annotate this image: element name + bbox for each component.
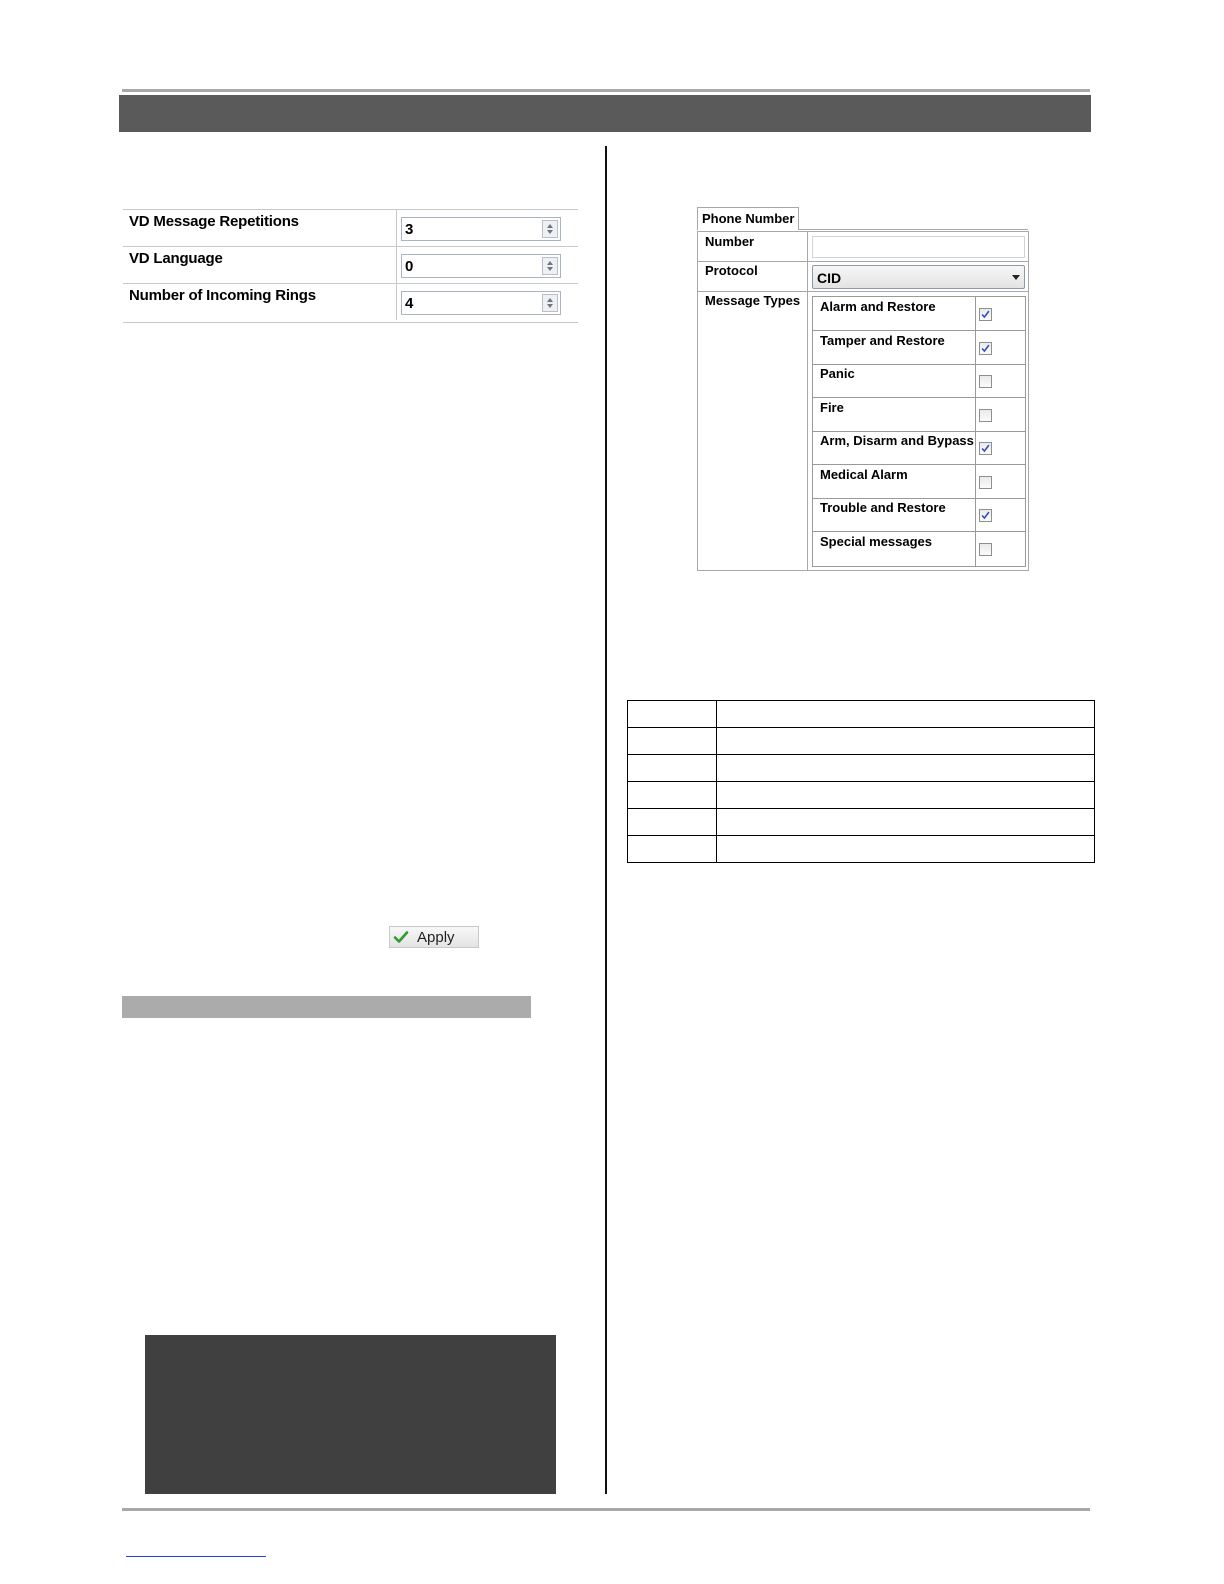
vd-row-language (123, 247, 578, 284)
table-cell (717, 701, 1095, 728)
check-icon (980, 343, 991, 354)
incoming-rings-label: Number of Incoming Rings (129, 287, 316, 304)
apply-button[interactable] (389, 926, 479, 948)
check-icon (980, 309, 991, 320)
table-row (628, 809, 1095, 836)
panel-column-divider (807, 231, 808, 571)
protocol-selected-value: CID (817, 270, 842, 286)
protocol-select[interactable] (812, 265, 1025, 289)
spin-up-icon[interactable] (547, 261, 553, 265)
spin-down-icon[interactable] (547, 267, 553, 271)
check-icon (393, 929, 409, 945)
apply-button-label: Apply (417, 929, 455, 946)
empty-table (627, 700, 1095, 863)
check-icon (980, 443, 991, 454)
message-type-label: Trouble and Restore (820, 500, 946, 515)
message-type-checkbox[interactable] (979, 509, 992, 522)
cell-divider (975, 331, 976, 365)
spinner-value: 3 (405, 221, 414, 238)
footer-link-underline[interactable] (126, 1556, 266, 1557)
column-divider (605, 146, 607, 1494)
cell-divider (975, 297, 976, 331)
protocol-label: Protocol (705, 263, 758, 278)
vd-settings-table (123, 209, 578, 323)
cell-divider (396, 284, 397, 320)
spin-up-icon[interactable] (547, 298, 553, 302)
spin-down-icon[interactable] (547, 230, 553, 234)
message-type-label: Fire (820, 399, 844, 415)
tab-phone-number[interactable] (697, 207, 799, 230)
message-type-checkbox[interactable] (979, 543, 992, 556)
message-type-label: Tamper and Restore (820, 332, 945, 348)
vd-row-incoming-rings (123, 284, 578, 320)
vd-repetitions-spinner[interactable] (401, 217, 561, 241)
check-icon (980, 510, 991, 521)
cell-divider (396, 247, 397, 283)
vd-row-repetitions (123, 210, 578, 247)
spinner-arrows[interactable] (542, 257, 558, 275)
vd-language-label: VD Language (129, 250, 223, 267)
subheading-bar (122, 996, 531, 1018)
cell-divider (975, 532, 976, 566)
number-input[interactable] (812, 236, 1025, 258)
spinner-value: 4 (405, 295, 414, 312)
panel-row-divider (697, 261, 1029, 262)
number-label: Number (705, 234, 755, 249)
chevron-down-icon[interactable] (1012, 275, 1020, 280)
top-rule (122, 89, 1090, 92)
table-cell (717, 728, 1095, 755)
spin-down-icon[interactable] (547, 304, 553, 308)
table-cell (628, 701, 717, 728)
message-type-label: Special messages (820, 533, 933, 549)
table-cell (628, 755, 717, 782)
cell-divider (975, 498, 976, 532)
bottom-rule (122, 1508, 1090, 1511)
table-cell (628, 836, 717, 863)
cell-divider (975, 465, 976, 499)
message-type-checkbox[interactable] (979, 375, 992, 388)
vd-language-spinner[interactable] (401, 254, 561, 278)
note-box (145, 1335, 556, 1494)
message-type-row (813, 498, 1025, 532)
table-cell (628, 809, 717, 836)
spin-up-icon[interactable] (547, 224, 553, 228)
message-type-label: Arm, Disarm and Bypass (820, 433, 974, 448)
cell-divider (396, 210, 397, 246)
table-row (628, 782, 1095, 809)
spinner-arrows[interactable] (542, 220, 558, 238)
table-cell (717, 782, 1095, 809)
message-type-row (813, 364, 1025, 398)
table-row (628, 755, 1095, 782)
cell-divider (975, 431, 976, 465)
tab-strip-line (799, 229, 1028, 230)
table-row (628, 836, 1095, 863)
message-type-label: Panic (820, 366, 855, 381)
message-type-checkbox[interactable] (979, 409, 992, 422)
message-type-checkbox[interactable] (979, 476, 992, 489)
message-type-label: Alarm and Restore (820, 299, 936, 314)
panel-row-divider (697, 291, 1029, 292)
incoming-rings-spinner[interactable] (401, 291, 561, 315)
table-cell (717, 809, 1095, 836)
title-bar (119, 95, 1091, 132)
message-type-checkbox[interactable] (979, 442, 992, 455)
table-cell (628, 728, 717, 755)
message-type-checkbox[interactable] (979, 342, 992, 355)
message-type-row (813, 398, 1025, 432)
table-cell (628, 782, 717, 809)
vd-repetitions-label: VD Message Repetitions (129, 213, 299, 230)
table-cell (717, 755, 1095, 782)
cell-divider (975, 364, 976, 398)
message-type-row (813, 532, 1025, 566)
message-type-checkbox[interactable] (979, 308, 992, 321)
spinner-value: 0 (405, 258, 414, 275)
message-type-row (813, 297, 1025, 331)
message-type-label: Medical Alarm (820, 466, 908, 482)
message-type-row (813, 331, 1025, 365)
cell-divider (975, 398, 976, 432)
message-type-row (813, 431, 1025, 465)
message-types-grid (812, 296, 1026, 567)
table-row (628, 701, 1095, 728)
message-type-row (813, 465, 1025, 499)
tab-label: Phone Number (702, 211, 795, 226)
table-row (628, 728, 1095, 755)
table-cell (717, 836, 1095, 863)
spinner-arrows[interactable] (542, 294, 558, 312)
message-types-label: Message Types (705, 293, 801, 308)
